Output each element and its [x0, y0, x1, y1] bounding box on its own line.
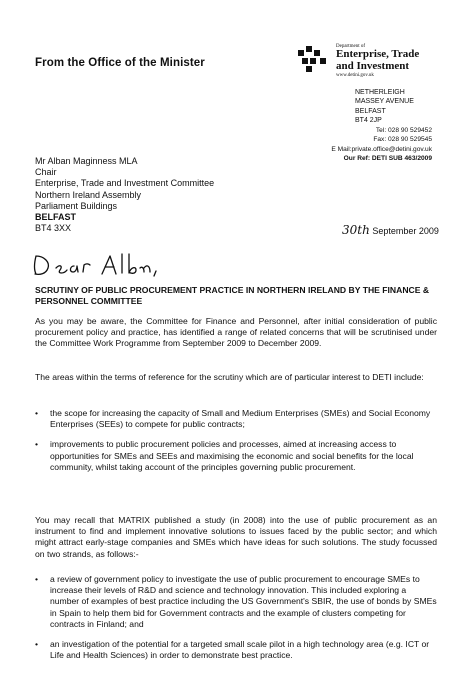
- telephone: Tel: 028 90 529452: [375, 127, 432, 134]
- our-reference: Our Ref: DETI SUB 463/2009: [343, 154, 432, 162]
- bullet-icon: •: [35, 439, 39, 450]
- list-item: [35, 439, 437, 473]
- paragraph-matrix-study: You may recall that MATRIX published a study (in 2008) into the use of public procurement as an instrument to find and implement innovative solutions to issues faced by the public sector; and which might attract early-stage companies and SMEs which have ideas for such solutions. The study focussed on two strands, as follows:-: [35, 515, 437, 559]
- recipient-role: Chair: [35, 167, 57, 178]
- recipient-address: [35, 156, 214, 234]
- subject-heading: SCRUTINY OF PUBLIC PROCUREMENT PRACTICE IN NORTHERN IRELAND BY THE FINANCE & PERSONNEL COMMITTEE: [35, 285, 430, 306]
- handwritten-salutation: [30, 250, 160, 280]
- list-item-text: an investigation of the potential for a targeted small scale pilot in a high technology area (e.g. ICT or Life and Health Sciences) in order to demonstrate best practice.: [50, 639, 430, 661]
- dept-name-line2: and Investment: [336, 59, 410, 72]
- list-item-text: improvements to public procurement policies and processes, aimed at increasing access to opportunities for SMEs and SEEs and maximising the economic and social benefits for the local community, whilst taking account of the principles governing public procurement.: [50, 439, 414, 472]
- address-line: NETHERLEIGH: [355, 89, 405, 96]
- email: E Mail:private.office@detini.gov.uk: [331, 145, 432, 153]
- sender-address: [355, 88, 414, 125]
- address-line: BELFAST: [355, 107, 386, 115]
- list-item: [35, 639, 437, 661]
- contact-details: [331, 126, 432, 163]
- recipient-postcode: BT4 3XX: [35, 223, 72, 234]
- date-month-year: September 2009: [372, 226, 439, 236]
- letter-date: [342, 223, 439, 237]
- recipient-organisation: Northern Ireland Assembly: [35, 189, 142, 200]
- paragraph-areas: The areas within the terms of reference for the scrutiny which are of particular interest to DETI include:: [35, 372, 424, 382]
- address-line: MASSEY AVENUE: [355, 98, 414, 106]
- address-line: BT4 2JP: [355, 116, 382, 124]
- list-item: [35, 408, 437, 430]
- study-strands-list: [35, 574, 437, 661]
- date-day-handwritten: 30th: [342, 223, 370, 237]
- dept-website: www.detini.gov.uk: [336, 73, 374, 79]
- fax: Fax: 028 90 529545: [373, 136, 432, 144]
- bullet-icon: •: [35, 408, 39, 418]
- dept-small-label: Department of: [336, 44, 366, 49]
- recipient-name: Mr Alban Maginness MLA: [35, 156, 138, 166]
- list-item-text: the scope for increasing the capacity of Small and Medium Enterprises (SMEs) and Social Economy Enterprises (SEEs) to compete for public contracts;: [50, 408, 431, 430]
- recipient-building: Parliament Buildings: [35, 200, 118, 211]
- sender-office: From the Office of the Minister: [35, 57, 205, 69]
- department-wordmark: [336, 44, 419, 78]
- list-item-text: a review of government policy to investigate the use of public procurement to encourage SMEs to increase their levels of R&D and science and technology innovation. This included exploring a number of examples of best practice including the US Government's SBIR, the use of bonds by SMEs in Spain to help them bid for Government contracts and the example of clusters competing for contracts in Finland; and: [50, 574, 437, 629]
- recipient-city: BELFAST: [35, 212, 77, 223]
- list-item: [35, 574, 437, 630]
- bullet-icon: •: [35, 639, 39, 650]
- bullet-icon: •: [35, 574, 39, 584]
- paragraph-intro: As you may be aware, the Committee for Finance and Personnel, after initial consideration of public procurement policy and practice, has identified a range of related concerns that will be scrutinised under the Committee Work Programme from September 2009 to December 2009.: [35, 316, 437, 349]
- recipient-committee: Enterprise, Trade and Investment Committee: [35, 178, 215, 189]
- terms-of-reference-list: [35, 408, 437, 473]
- dept-name-line1: Enterprise, Trade: [336, 48, 420, 60]
